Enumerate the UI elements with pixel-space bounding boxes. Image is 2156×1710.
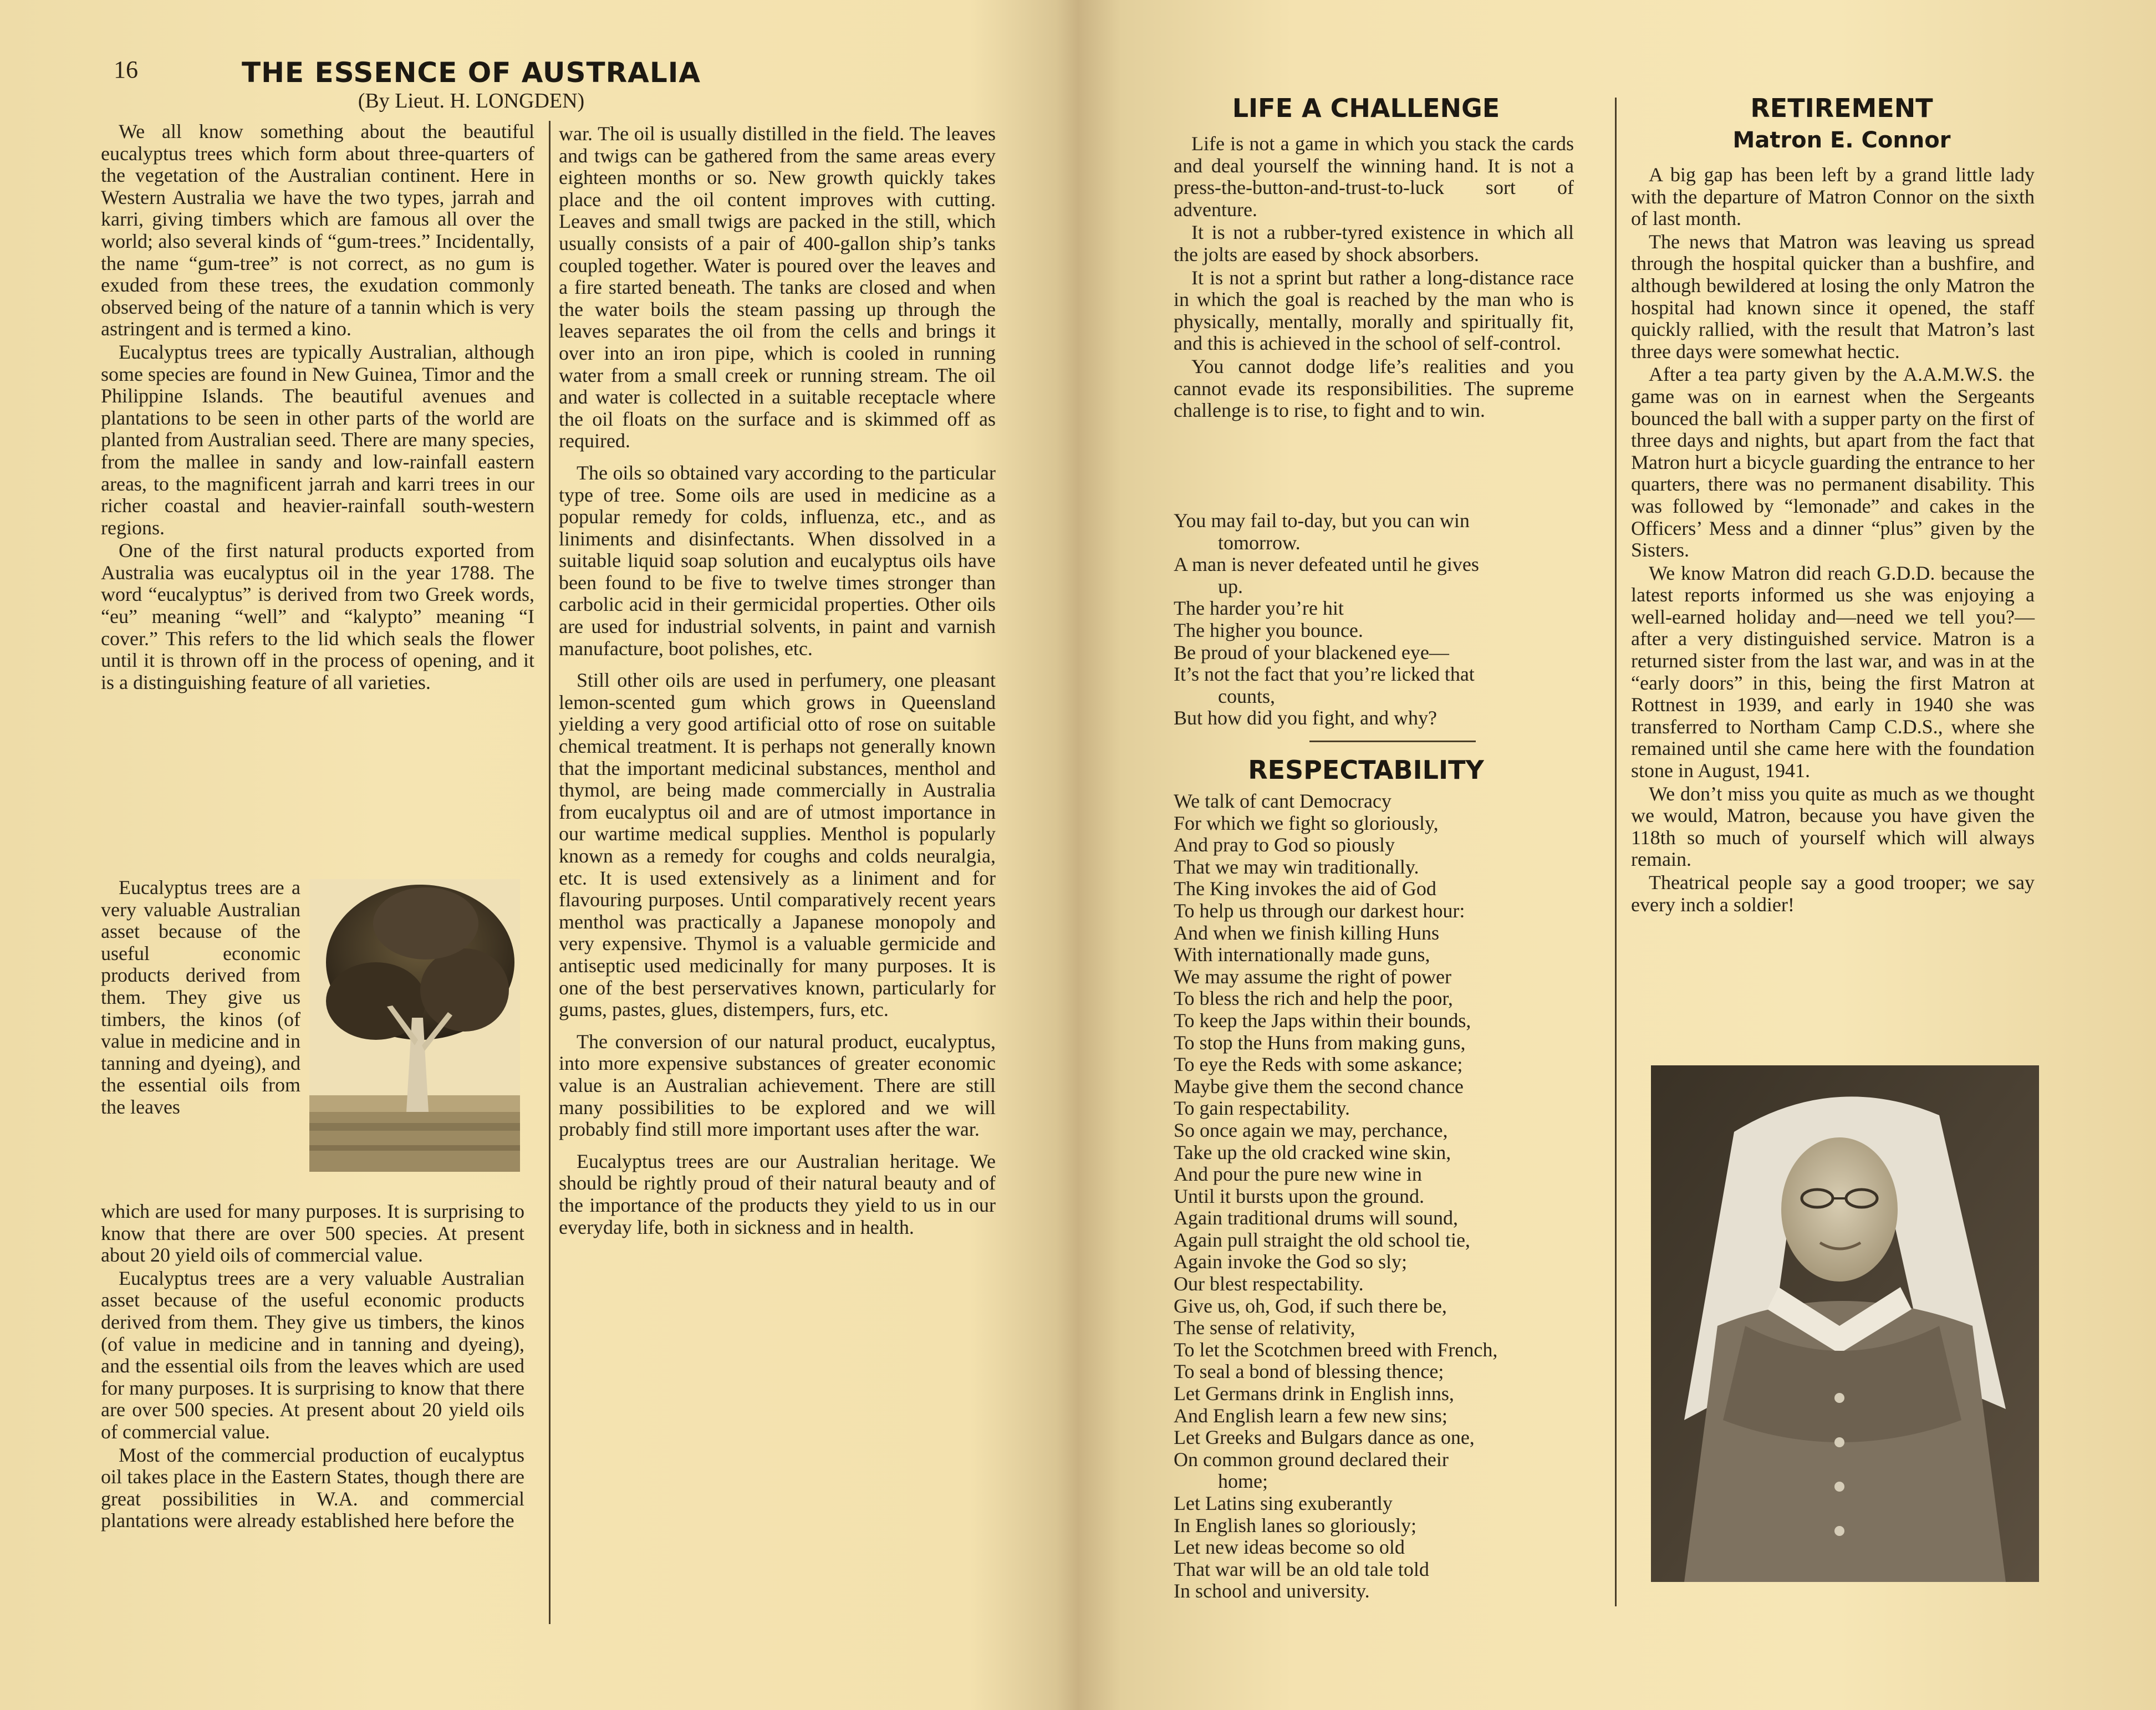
- poem-line: The sense of relativity,: [1174, 1316, 1355, 1339]
- article-paragraph: The conversion of our natural product, eucalyptus, into more expensive substances of greater economic value is an Australian achievement. There are still many possibilities to be explored and we will probably find still more important uses after the war.: [559, 1030, 996, 1141]
- retirement-paragraph: After a tea party given by the A.A.M.W.S. the game was on in earnest when the Sergeants bounced the ball with a supper party on the first of three days and nights, but apart from the fact that Matron hurt a bicycle guarding the entrance to her quarters, there was no permanent disability. This was followed by “lemonade” and cakes in the Officers’ Mess and a dinner “plus” given by the Sisters.: [1631, 363, 2035, 562]
- section-divider: [1309, 741, 1476, 742]
- retirement-paragraph: Theatrical people say a good trooper; we say every inch a soldier!: [1631, 871, 2035, 916]
- poem-line: On common ground declared their: [1174, 1448, 1449, 1471]
- page-number: 16: [114, 56, 138, 83]
- poem-line: To bless the rich and help the poor,: [1174, 987, 1453, 1010]
- poem-line: Again pull straight the old school tie,: [1174, 1228, 1470, 1251]
- retirement-text: [1631, 164, 2035, 917]
- poem-line: And pray to God so piously: [1174, 834, 1395, 856]
- poem-line: Again invoke the God so sly;: [1174, 1250, 1407, 1273]
- column-divider: [549, 121, 551, 1624]
- verse-line: But how did you fight, and why?: [1174, 707, 1437, 729]
- poem-line: That we may win traditionally.: [1174, 855, 1419, 878]
- verse-line: The harder you’re hit: [1174, 597, 1344, 620]
- retirement-subtitle: Matron E. Connor: [1732, 127, 1951, 153]
- challenge-text: [1174, 133, 1574, 423]
- article-paragraph: Eucalyptus trees are a very valuable Australian asset because of the useful economic products derived from them. They give us timbers, the kinos (of value in medicine and in tanning and dyeing), and the essential oils from the leaves: [101, 876, 300, 1118]
- article-column-1b: [101, 1201, 524, 1533]
- article-paragraph: which are used for many purposes. It is surprising to know that there are over 500 species. At present about 20 yield oils of commercial value.: [101, 1200, 524, 1267]
- challenge-paragraph: You cannot dodge life’s realities and you cannot evade its responsibilities. The supreme challenge is to rise, to fight and to win.: [1174, 355, 1574, 422]
- verse-line: tomorrow.: [1218, 531, 1301, 554]
- poem-line: That war will be an old tale told: [1174, 1558, 1429, 1580]
- article-paragraph: One of the first natural products exported from Australia was eucalyptus oil in the year 1788. The word “eucalyptus” is derived from two Greek words, “eu” meaning “well” and “kalypto” meaning “I cover.” This refers to the lid which seals the flower until it is thrown off in the process of opening, and it is a distinguishing feature of all varieties.: [101, 539, 534, 693]
- verse-line: It’s not the fact that you’re licked that: [1174, 663, 1475, 686]
- article-paragraph: war. The oil is usually distilled in the field. The leaves and twigs can be gathered from the same areas every eighteen months or so. New growth quickly takes place and the oil content improves with cutting. Leaves and small twigs are packed in the still, which usually consists of a pair of 400-gallon ship’s tanks coupled together. Water is poured over the leaves and a fire started beneath. The tanks are closed and when the water boils the steam passing up through the leaves separates the oil from the cells and brings it over into an iron pipe, which is cooled in running water from a small creek or running stream. The oil and water is collected in a suitable receptacle where the oil floats on the surface and is skimmed off as required.: [559, 122, 996, 452]
- challenge-paragraph: It is not a rubber-tyred existence in which all the jolts are eased by shock absorbers.: [1174, 221, 1574, 266]
- poem-line: To gain respectability.: [1174, 1097, 1350, 1120]
- article-paragraph: We all know something about the beautiful eucalyptus trees which form about three-quarters of the vegetation of the Australian continent. Here in Western Australia we have the two types, jarrah and karri, giving timbers which are famous all over the world; also several kinds of “gum-trees.” Incidentally, the name “gum-tree” is not correct, as no gum is exuded from these trees, the exudation commonly observed being of the nature of a tannin which is very astringent and is termed a kino.: [101, 120, 534, 340]
- poem-line: With internationally made guns,: [1174, 943, 1430, 966]
- poem-line: home;: [1218, 1470, 1268, 1493]
- poem-line: Let Latins sing exuberantly: [1174, 1492, 1393, 1514]
- article-title: THE ESSENCE OF AUSTRALIA: [241, 57, 701, 89]
- article-column-2: [559, 123, 996, 1239]
- poem-line: For which we fight so gloriously,: [1174, 811, 1439, 834]
- poem-line: We may assume the right of power: [1174, 965, 1451, 988]
- poem-line: To let the Scotchmen breed with French,: [1174, 1338, 1498, 1361]
- poem-line: Let new ideas become so old: [1174, 1536, 1405, 1559]
- poem-line: So once again we may, perchance,: [1174, 1119, 1448, 1141]
- verse-line: Be proud of your blackened eye—: [1174, 641, 1449, 663]
- poem-line: Take up the old cracked wine skin,: [1174, 1141, 1451, 1163]
- poem-line: In school and university.: [1174, 1580, 1370, 1602]
- retirement-paragraph: We don’t miss you quite as much as we thought we would, Matron, because you have given the 118th so much of yourself which will always remain.: [1631, 782, 2035, 871]
- poem-line: Maybe give them the second chance: [1174, 1075, 1464, 1098]
- article-paragraph: The oils so obtained vary according to the particular type of tree. Some oils are used in medicine as a popular remedy for colds, influenza, etc., and as liniments and disinfectants. When dissolved in a suitable liquid soap solution and eucalyptus oils have been found to be five to twelve times stronger than carbolic acid in their germicidal properties. Other oils are used for industrial solvents, in paint and varnish manufacture, boot polishes, etc.: [559, 461, 996, 660]
- challenge-paragraph: It is not a sprint but rather a long-distance race in which the goal is reached by the man who is physically, mentally, morally and spiritually fit, and this is achieved in the school of self-control.: [1174, 266, 1574, 355]
- right-page: [1088, 0, 2156, 1710]
- poem-line: Our blest respectability.: [1174, 1273, 1364, 1295]
- verse-line: A man is never defeated until he gives: [1174, 553, 1479, 576]
- challenge-title: LIFE A CHALLENGE: [1232, 93, 1500, 123]
- respectability-poem: [1174, 790, 1584, 1602]
- article-paragraph: Eucalyptus trees are our Australian heritage. We should be rightly proud of their natural beauty and of the importance of the products they yield to us in our everyday life, both in sickness and in health.: [559, 1150, 996, 1238]
- poem-line: To keep the Japs within their bounds,: [1174, 1009, 1471, 1032]
- article-paragraph: Still other oils are used in perfumery, one pleasant lemon-scented gum which grows in Queensland yielding a very good artificial otto of rose on suitable chemical treatment. It is perhaps not generally known that the important medicinal substances, menthol and thymol, are being made commercially in Australia from eucalyptus oil and are of utmost importance in our wartime medical supplies. Menthol is popularly known as a remedy for coughs and colds neuralgia, etc. It is used extensively as a liniment and for flavouring purposes. Until comparatively recent years menthol was practically a Japanese monopoly and very expensive. Thymol is a valuable germicide and antiseptic used medicinally for many purposes. It is one of the best perservatives known, particularly for gums, pastes, glues, distempers, furs, etc.: [559, 669, 996, 1021]
- verse-line: up.: [1218, 575, 1243, 598]
- poem-line: Again traditional drums will sound,: [1174, 1207, 1458, 1229]
- respectability-title: RESPECTABILITY: [1248, 755, 1484, 785]
- retirement-title: RETIREMENT: [1750, 93, 1933, 123]
- retirement-paragraph: We know Matron did reach G.D.D. because the latest reports informed us she was enjoying a well-earned holiday and—need we tell you?—after a very distinguished service. Matron is a returned sister from the last war, and was in at the “early doors” in this, being the first Matron at Rottnest in 1939, and early in 1940 she was transferred to Northam Camp C.D.S., where she remained until she came here with the foundation stone in August, 1941.: [1631, 562, 2035, 782]
- poem-line: We talk of cant Democracy: [1174, 790, 1392, 812]
- retirement-paragraph: A big gap has been left by a grand little lady with the departure of Matron Connor on the sixth of last month.: [1631, 164, 2035, 230]
- article-column-1-wrap: [101, 877, 300, 1120]
- article-paragraph: Eucalyptus trees are typically Australian, although some species are found in New Guinea, Timor and the Philippine Islands. The beautiful avenues and plantations to be seen in other parts of the world are planted from Australian seed. There are many species, from the mallee in sandy and low-rainfall eastern areas, to the magnificent jarrah and karri trees in our richer coastal and heavier-rainfall south-western regions.: [101, 340, 534, 539]
- poem-line: The King invokes the aid of God: [1174, 877, 1436, 900]
- poem-line: To help us through our darkest hour:: [1174, 899, 1465, 922]
- poem-line: And when we finish killing Huns: [1174, 921, 1439, 944]
- matron-portrait-photo: [1651, 1065, 2039, 1582]
- article-byline: (By Lieut. H. LONGDEN): [358, 89, 585, 113]
- verse-line: You may fail to-day, but you can win: [1174, 509, 1470, 532]
- poem-line: And pour the pure new wine in: [1174, 1163, 1422, 1186]
- poem-line: To eye the Reds with some askance;: [1174, 1053, 1463, 1076]
- column-divider: [1615, 98, 1617, 1606]
- challenge-paragraph: Life is not a game in which you stack the cards and deal yourself the winning hand. It is not a press-the-button-and-trust-to-luck sort of adventure.: [1174, 132, 1574, 221]
- eucalyptus-tree-photo: [309, 879, 520, 1172]
- poem-line: To seal a bond of blessing thence;: [1174, 1360, 1444, 1383]
- verse-line: The higher you bounce.: [1174, 619, 1363, 641]
- verse-line: counts,: [1218, 685, 1275, 707]
- challenge-verse: [1174, 510, 1578, 729]
- article-paragraph: Most of the commercial production of eucalyptus oil takes place in the Eastern States, though there are great possibilities in W.A. and commercial plantations were already established here before the: [101, 1443, 524, 1532]
- retirement-paragraph: The news that Matron was leaving us spread through the hospital quicker than a bushfire, and although bewildered at losing the only Matron the hospital had known since it opened, the staff quickly rallied, with the result that Matron’s last three days were somewhat hectic.: [1631, 230, 2035, 363]
- poem-line: Let Germans drink in English inns,: [1174, 1382, 1454, 1405]
- poem-line: Let Greeks and Bulgars dance as one,: [1174, 1426, 1475, 1449]
- poem-line: To stop the Huns from making guns,: [1174, 1031, 1466, 1054]
- poem-line: In English lanes so gloriously;: [1174, 1514, 1416, 1537]
- article-column-1a: [101, 121, 534, 695]
- article-paragraph: Eucalyptus trees are a very valuable Australian asset because of the useful economic products derived from them. They give us timbers, the kinos (of value in medicine and in tanning and dyeing), and the essential oils from the leaves which are used for many purposes. It is surprising to know that there are over 500 species. At present about 20 yield oils of commercial value.: [101, 1267, 524, 1443]
- poem-line: Give us, oh, God, if such there be,: [1174, 1294, 1447, 1317]
- poem-line: And English learn a few new sins;: [1174, 1404, 1447, 1427]
- poem-line: Until it bursts upon the ground.: [1174, 1185, 1424, 1207]
